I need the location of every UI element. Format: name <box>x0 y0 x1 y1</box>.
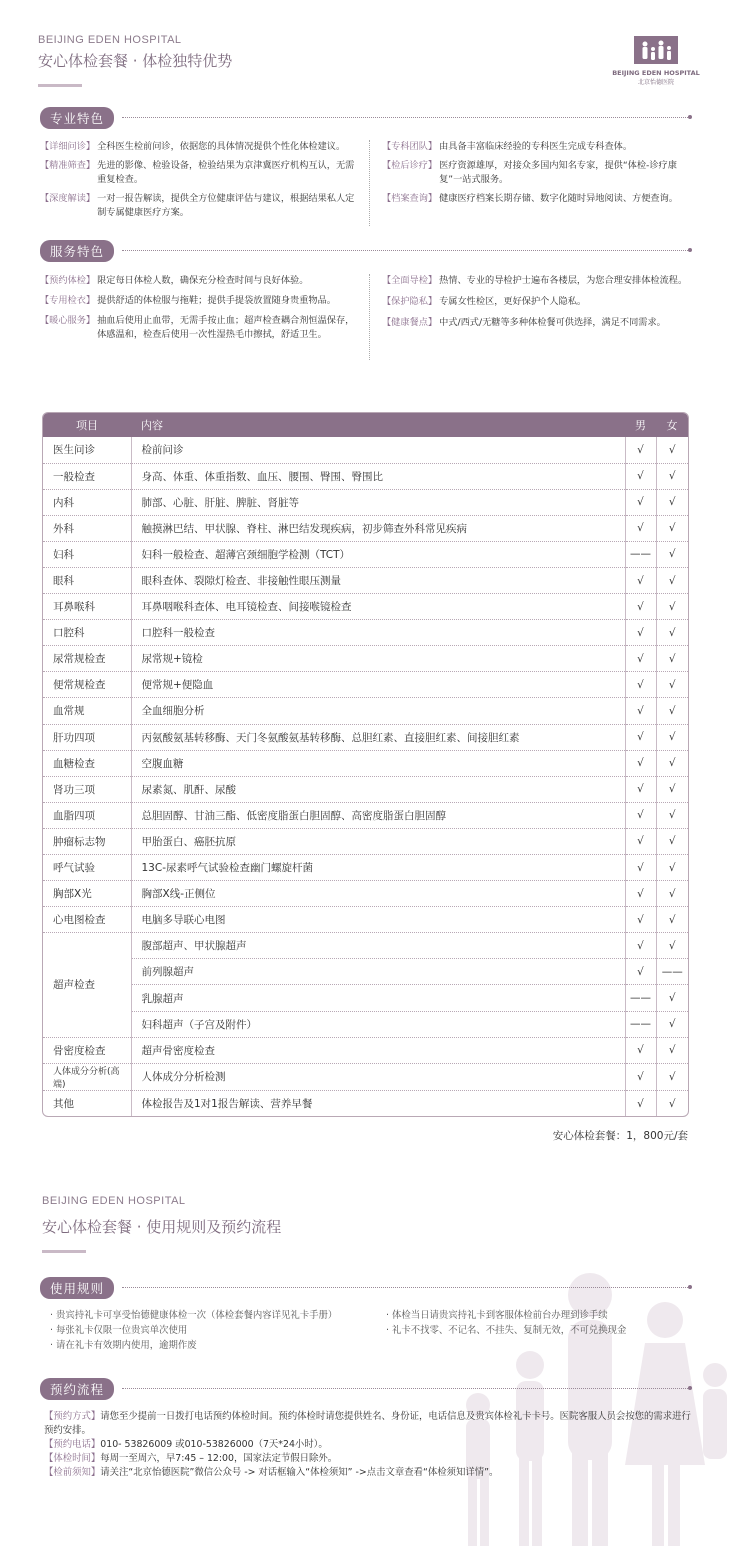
feature-item: 【专科团队】 由具备丰富临床经验的专科医生完成专科查体。 <box>382 141 633 152</box>
table-row <box>43 1063 688 1090</box>
content-cell: 人体成分分析检测 <box>131 1063 625 1090</box>
item-cell: 外科 <box>43 515 131 541</box>
section-pill-service: 服务特色 <box>40 240 114 262</box>
male-mark: √ <box>625 959 656 985</box>
feature-item: 【精准筛查】 先进的影像、检验设备，检验结果为京津冀医疗机构互认，无需重复检查。 <box>40 160 355 185</box>
male-mark: √ <box>625 802 656 828</box>
header-content: 内容 <box>131 413 625 437</box>
flow-item: 【预约方式】请您至少提前一日拨打电话预约体检时间。预约体检时请您提供姓名、身份证，电话信息及贵宾体检礼卡卡号。医院客服人员会按您的需求进行预约安排。 <box>44 1411 691 1436</box>
male-mark: √ <box>625 567 656 593</box>
female-mark: √ <box>656 646 688 672</box>
female-mark: √ <box>656 620 688 646</box>
male-mark: √ <box>625 515 656 541</box>
item-cell: 血糖检查 <box>43 750 131 776</box>
male-mark: √ <box>625 776 656 802</box>
booking-flow <box>44 1410 694 1480</box>
female-mark: √ <box>656 881 688 907</box>
content-cell: 前列腺超声 <box>131 959 625 985</box>
content-cell: 13C-尿素呼气试验检查幽门螺旋杆菌 <box>131 855 625 881</box>
item-cell: 人体成分分析(高端) <box>43 1063 131 1090</box>
male-mark: —— <box>625 541 656 567</box>
male-mark: —— <box>625 1011 656 1037</box>
logo-text-cn: 北京怡德医院 <box>637 79 674 86</box>
table-row <box>43 907 688 933</box>
female-mark: —— <box>656 959 688 985</box>
female-mark: √ <box>656 1063 688 1090</box>
page-title: 安心体检套餐 · 体检独特优势 <box>38 52 233 70</box>
table-row <box>43 594 688 620</box>
content-cell: 尿素氮、肌酐、尿酸 <box>131 776 625 802</box>
rule-item: · 礼卡不找零、不记名、不挂失、复制无效，不可兑换现金 <box>386 1325 627 1336</box>
rules-left <box>50 1308 380 1353</box>
header-item: 项目 <box>43 413 131 437</box>
hospital-name-english: BEIJING EDEN HOSPITAL <box>38 34 182 46</box>
female-mark: √ <box>656 750 688 776</box>
male-mark: —— <box>625 985 656 1011</box>
female-mark: √ <box>656 1037 688 1063</box>
rule-item: · 每张礼卡仅限一位贵宾单次使用 <box>50 1325 188 1336</box>
table-row <box>43 620 688 646</box>
feature-item: 【全面导检】 热情、专业的导检护士遍布各楼层，为您合理安排体检流程。 <box>382 275 688 286</box>
female-mark: √ <box>656 855 688 881</box>
female-mark: √ <box>656 802 688 828</box>
content-cell: 检前问诊 <box>131 437 625 463</box>
content-cell: 身高、体重、体重指数、血压、腰围、臀围、臀围比 <box>131 463 625 489</box>
feature-item: 【健康餐点】 中式/西式/无糖等多种体检餐可供选择，满足不同需求。 <box>382 317 666 328</box>
divider-dot <box>688 1285 692 1289</box>
content-cell: 妇科一般检查、超薄宫颈细胞学检测（TCT） <box>131 541 625 567</box>
divider-dot <box>688 115 692 119</box>
content-cell: 尿常规+镜检 <box>131 646 625 672</box>
table-header-row <box>43 413 688 437</box>
content-cell: 总胆固醇、甘油三酯、低密度脂蛋白胆固醇、高密度脂蛋白胆固醇 <box>131 802 625 828</box>
item-cell: 血常规 <box>43 698 131 724</box>
content-cell: 腹部超声、甲状腺超声 <box>131 933 625 959</box>
rule-item: · 贵宾持礼卡可享受怡德健康体检一次（体检套餐内容详见礼卡手册） <box>50 1310 338 1321</box>
column-separator <box>369 274 370 360</box>
male-mark: √ <box>625 594 656 620</box>
hospital-logo <box>612 36 700 86</box>
content-cell: 妇科超声（子宫及附件） <box>131 1011 625 1037</box>
content-cell: 乳腺超声 <box>131 985 625 1011</box>
female-mark: √ <box>656 724 688 750</box>
male-mark: √ <box>625 463 656 489</box>
content-cell: 甲胎蛋白、癌胚抗原 <box>131 828 625 854</box>
female-mark: √ <box>656 907 688 933</box>
female-mark: √ <box>656 541 688 567</box>
content-cell: 丙氨酸氨基转移酶、天门冬氨酸氨基转移酶、总胆红素、直接胆红素、间接胆红素 <box>131 724 625 750</box>
female-mark: √ <box>656 698 688 724</box>
male-mark: √ <box>625 1037 656 1063</box>
section-divider <box>122 250 688 251</box>
table-row <box>43 1037 688 1063</box>
table-row <box>43 672 688 698</box>
male-mark: √ <box>625 750 656 776</box>
feature-item: 【专用检衣】 提供舒适的体检服与拖鞋；提供手提袋放置随身贵重物品。 <box>40 295 336 306</box>
family-logo-icon <box>634 36 678 64</box>
male-mark: √ <box>625 646 656 672</box>
table-row <box>43 646 688 672</box>
table-row <box>43 985 688 1011</box>
table-row <box>43 541 688 567</box>
female-mark: √ <box>656 437 688 463</box>
male-mark: √ <box>625 672 656 698</box>
column-separator <box>369 140 370 226</box>
table-row <box>43 437 688 463</box>
male-mark: √ <box>625 698 656 724</box>
items-table <box>43 413 688 1116</box>
table-row <box>43 802 688 828</box>
item-cell: 尿常规检查 <box>43 646 131 672</box>
table-row <box>43 515 688 541</box>
feature-item: 【档案查询】 健康医疗档案长期存储、数字化随时异地阅读、方便查询。 <box>382 193 678 204</box>
table-row <box>43 698 688 724</box>
table-row <box>43 567 688 593</box>
item-cell: 心电图检查 <box>43 907 131 933</box>
item-cell: 妇科 <box>43 541 131 567</box>
table-row <box>43 828 688 854</box>
male-mark: √ <box>625 437 656 463</box>
title-underline-2 <box>42 1250 86 1253</box>
item-cell: 其他 <box>43 1090 131 1116</box>
flow-item: 【预约电话】010- 53826009 或010-53826000（7天*24小时）。 <box>44 1439 328 1450</box>
header-female: 女 <box>656 413 688 437</box>
table-row <box>43 1090 688 1116</box>
item-cell: 胸部X光 <box>43 881 131 907</box>
content-cell: 超声骨密度检查 <box>131 1037 625 1063</box>
content-cell: 电脑多导联心电图 <box>131 907 625 933</box>
table-row <box>43 750 688 776</box>
feature-item: 【详细问诊】 全科医生检前问诊，依据您的具体情况提供个性化体检建议。 <box>40 141 346 152</box>
female-mark: √ <box>656 933 688 959</box>
item-cell: 耳鼻喉科 <box>43 594 131 620</box>
male-mark: √ <box>625 724 656 750</box>
pro-left-column <box>40 140 360 220</box>
exam-items-table <box>42 412 689 1117</box>
content-cell: 体检报告及1对1报告解读、营养早餐 <box>131 1090 625 1116</box>
service-right-column <box>382 274 694 330</box>
feature-item: 【暖心服务】 抽血后使用止血带，无需手按止血；超声检查耦合剂恒温保存，体感温和，检查后使用一次性湿热毛巾擦拭，舒适卫生。 <box>40 315 355 340</box>
male-mark: √ <box>625 855 656 881</box>
item-cell: 肿瘤标志物 <box>43 828 131 854</box>
content-cell: 全血细胞分析 <box>131 698 625 724</box>
section-divider <box>122 117 688 118</box>
item-cell: 医生问诊 <box>43 437 131 463</box>
table-row <box>43 855 688 881</box>
item-cell: 肝功四项 <box>43 724 131 750</box>
section-divider <box>122 1287 688 1288</box>
item-cell: 便常规检查 <box>43 672 131 698</box>
section-pill-rules: 使用规则 <box>40 1277 114 1299</box>
item-cell: 骨密度检查 <box>43 1037 131 1063</box>
feature-item: 【检后诊疗】 医疗资源雄厚，对接众多国内知名专家，提供“体检-诊疗康复”一站式服务。 <box>382 160 677 185</box>
table-row <box>43 933 688 959</box>
female-mark: √ <box>656 489 688 515</box>
male-mark: √ <box>625 1063 656 1090</box>
logo-text: BEIJING EDEN HOSPITAL <box>612 69 700 77</box>
female-mark: √ <box>656 828 688 854</box>
content-cell: 胸部X线-正侧位 <box>131 881 625 907</box>
male-mark: √ <box>625 620 656 646</box>
section-divider <box>122 1388 688 1389</box>
table-row <box>43 881 688 907</box>
rules-title: 安心体检套餐 · 使用规则及预约流程 <box>42 1218 282 1236</box>
title-underline <box>38 84 82 87</box>
header-male: 男 <box>625 413 656 437</box>
content-cell: 口腔科一般检查 <box>131 620 625 646</box>
item-cell: 一般检查 <box>43 463 131 489</box>
female-mark: √ <box>656 594 688 620</box>
female-mark: √ <box>656 985 688 1011</box>
item-cell: 口腔科 <box>43 620 131 646</box>
table-row <box>43 463 688 489</box>
female-mark: √ <box>656 567 688 593</box>
female-mark: √ <box>656 672 688 698</box>
item-cell: 肾功三项 <box>43 776 131 802</box>
package-price: 安心体检套餐：1，800元/套 <box>552 1130 688 1142</box>
male-mark: √ <box>625 828 656 854</box>
content-cell: 便常规+便隐血 <box>131 672 625 698</box>
rules-right <box>386 1308 696 1338</box>
section-pill-flow: 预约流程 <box>40 1378 114 1400</box>
content-cell: 耳鼻咽喉科查体、电耳镜检查、间接喉镜检查 <box>131 594 625 620</box>
section-pill-professional: 专业特色 <box>40 107 114 129</box>
table-row <box>43 959 688 985</box>
table-row <box>43 489 688 515</box>
feature-item: 【预约体检】 限定每日体检人数，确保充分检查时间与良好体验。 <box>40 275 309 286</box>
item-cell: 内科 <box>43 489 131 515</box>
content-cell: 肺部、心脏、肝脏、脾脏、肾脏等 <box>131 489 625 515</box>
male-mark: √ <box>625 881 656 907</box>
female-mark: √ <box>656 463 688 489</box>
item-cell: 眼科 <box>43 567 131 593</box>
pro-right-column <box>382 140 694 206</box>
item-cell: 超声检查 <box>43 933 131 1037</box>
content-cell: 空腹血糖 <box>131 750 625 776</box>
male-mark: √ <box>625 1090 656 1116</box>
content-cell: 触摸淋巴结、甲状腺、脊柱、淋巴结发现疾病，初步筛查外科常见疾病 <box>131 515 625 541</box>
table-row <box>43 1011 688 1037</box>
rule-item: · 请在礼卡有效期内使用，逾期作废 <box>50 1340 197 1351</box>
item-cell: 呼气试验 <box>43 855 131 881</box>
divider-dot <box>688 1386 692 1390</box>
male-mark: √ <box>625 489 656 515</box>
male-mark: √ <box>625 907 656 933</box>
feature-item: 【深度解读】 一对一报告解读，提供全方位健康评估与建议，根据结果私人定制专属健康医疗方案。 <box>40 193 355 218</box>
feature-item: 【保护隐私】 专属女性检区，更好保护个人隐私。 <box>382 296 587 307</box>
female-mark: √ <box>668 1097 676 1110</box>
item-cell: 血脂四项 <box>43 802 131 828</box>
content-cell: 眼科查体、裂隙灯检查、非接触性眼压测量 <box>131 567 625 593</box>
female-mark: √ <box>656 1011 688 1037</box>
female-mark: √ <box>656 776 688 802</box>
flow-item: 【检前须知】请关注“北京怡德医院”微信公众号 -> 对话框输入“体检须知” ->点击文章查看“体检须知详情”。 <box>44 1467 499 1478</box>
rule-item: · 体检当日请贵宾持礼卡到客服体检前台办理到诊手续 <box>386 1310 608 1321</box>
hospital-name-english-2: BEIJING EDEN HOSPITAL <box>42 1195 186 1207</box>
table-row <box>43 724 688 750</box>
divider-dot <box>688 248 692 252</box>
male-mark: √ <box>625 933 656 959</box>
female-mark: √ <box>656 515 688 541</box>
table-row <box>43 776 688 802</box>
service-left-column <box>40 274 360 342</box>
flow-item: 【体检时间】每周一至周六，早7:45 – 12:00，国家法定节假日除外。 <box>44 1453 338 1464</box>
